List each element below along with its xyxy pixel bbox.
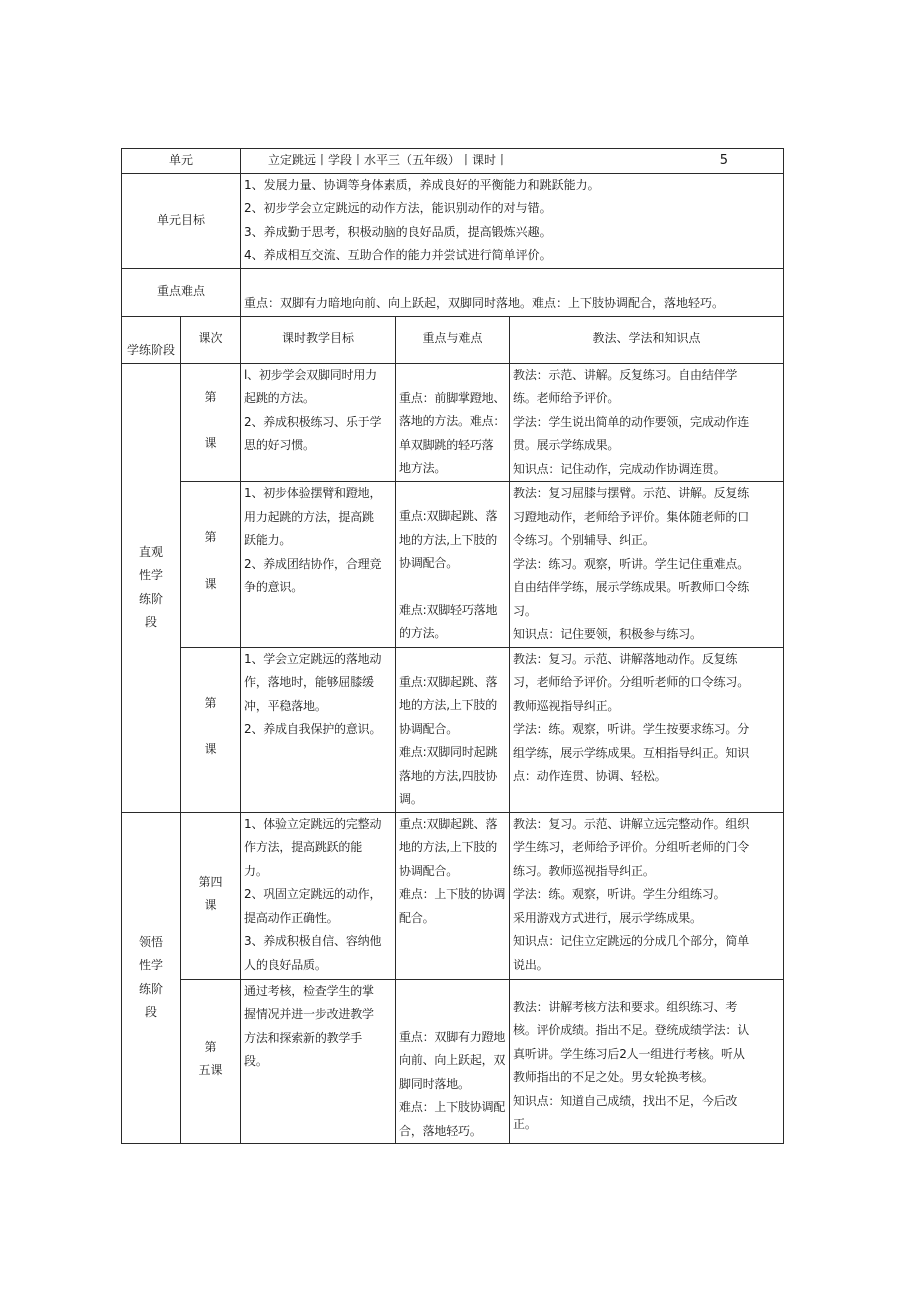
stage-label-line: 练阶 — [138, 981, 163, 996]
text-line: 第 — [204, 695, 217, 710]
objectives-row — [122, 173, 784, 268]
unit-header-info — [241, 149, 784, 174]
key-points-row — [122, 268, 784, 316]
lesson-goal — [241, 482, 396, 648]
objectives-label: 单元目标 — [122, 173, 241, 268]
lesson-goal — [241, 812, 396, 979]
text-line: 协调配合。 — [399, 721, 459, 736]
text-line: 协调配合。 — [399, 556, 459, 570]
text-line: 段。 — [244, 1054, 268, 1068]
text-line: 知识点：记住动作，完成动作协调连贯。 — [513, 461, 726, 476]
text-line: 力。 — [244, 863, 268, 878]
text-line: 教法：复习。示范、讲解落地动作。反复练 — [513, 651, 738, 666]
text-line: 学法：练。观察，听讲。学生按要求练习。分 — [513, 722, 750, 736]
stage-label-line: 练阶 — [138, 591, 163, 606]
text-line: 人的良好品质。 — [244, 957, 327, 972]
objective-item: 4、养成相互交流、互助合作的能力并尝试进行简单评价。 — [244, 248, 552, 262]
text-line: 地的方法,上下肢的 — [399, 840, 498, 854]
text-line: 说出。 — [513, 957, 549, 972]
text-line: 重点:双脚起跳、落 — [399, 816, 498, 831]
text-line: 难点：上下肢协调配 — [399, 1100, 506, 1114]
text-line: 方法和探索新的教学手 — [244, 1030, 363, 1045]
column-header-row — [122, 316, 784, 363]
text-line: 落地的方法。难点： — [399, 414, 506, 428]
lesson-focus — [396, 812, 510, 979]
text-line: 作，落地时，能够屈膝缓 — [244, 675, 374, 689]
text-line: 重点:双脚起跳、落 — [399, 509, 498, 523]
lesson-focus — [396, 363, 510, 482]
objective-item: 2、初步学会立定跳远的动作方法，能识别动作的对与错。 — [244, 201, 552, 215]
stage-label-line: 领悟 — [138, 934, 163, 949]
text-line: 知识点：记住立定跳远的分成几个部分，简单 — [513, 934, 750, 948]
text-line: 作方法，提高跳跃的能 — [244, 840, 363, 854]
text-line: 协调配合。 — [399, 863, 459, 878]
text-line: 教法：复习。示范、讲解立远完整动作。组织 — [513, 816, 750, 831]
stage-intuitive — [122, 363, 181, 812]
lesson-method — [510, 812, 784, 979]
text-line: 1、体验立定跳远的完整动 — [244, 816, 382, 831]
text-line: 核。评价成绩。指出不足。登统成绩学法：认 — [513, 1023, 750, 1037]
text-line: 教法：复习屈膝与摆臂。示范、讲解。反复练 — [513, 486, 750, 500]
text-line: 正。 — [513, 1117, 537, 1131]
text-line: 合，落地轻巧。 — [399, 1123, 482, 1138]
text-line: 练习。教师巡视指导纠正。 — [513, 863, 655, 878]
stage-label-line: 段 — [144, 1005, 157, 1020]
lesson-method — [510, 979, 784, 1144]
text-line: 习。 — [513, 603, 537, 618]
text-line: 点：动作连贯、协调、轻松。 — [513, 769, 667, 783]
text-line: 难点:双脚轻巧落地 — [399, 602, 498, 617]
text-line: 脚同时落地。 — [399, 1076, 470, 1091]
unit-label: 单元 — [122, 149, 241, 174]
text-line: 地方法。 — [399, 461, 447, 475]
text-line: 难点:双脚同时起跳 — [399, 745, 498, 759]
text-line: 教师巡视指导纠正。 — [513, 698, 620, 713]
text-line: 地的方法,上下肢的 — [399, 698, 498, 712]
text-line: 习，老师给予评价。分组听老师的口令练习。 — [513, 675, 750, 689]
text-line: 提高动作正确性。 — [244, 910, 339, 925]
text-line: 用力起跳的方法，提高跳 — [244, 509, 374, 524]
text-line: 教师指出的不足之处。男女轮换考核。 — [513, 1070, 714, 1084]
lesson-row-5 — [122, 979, 784, 1144]
stage-label-line: 性学 — [138, 568, 163, 582]
lesson-row-4 — [122, 812, 784, 979]
text-line: 令练习。个别辅导、纠正。 — [513, 533, 655, 547]
text-line: 课 — [204, 576, 217, 591]
text-line: 采用游戏方式进行，展示学练成果。 — [513, 910, 702, 925]
text-line: 学法：练习。观察，听讲。学生记住重难点。 — [513, 556, 750, 571]
text-line: 通过考核，检查学生的掌 — [244, 983, 374, 998]
col-focus: 重点与难点 — [396, 316, 510, 363]
stage-label-line: 直观 — [138, 544, 163, 559]
col-goal: 课时教学目标 — [241, 316, 396, 363]
text-line: 教法：示范、讲解。反复练习。自由结伴学 — [513, 367, 738, 382]
unit-row — [122, 149, 784, 174]
text-line: 自由结伴学练，展示学练成果。听教师口令练 — [513, 580, 750, 594]
text-line: 第四 — [198, 874, 223, 889]
lesson-number — [181, 979, 241, 1144]
col-lesson: 课次 — [181, 316, 241, 363]
lesson-focus — [396, 647, 510, 812]
col-method: 教法、学法和知识点 — [510, 316, 784, 363]
lesson-row-2 — [122, 482, 784, 648]
text-line: 习蹬地动作，老师给予评价。集体随老师的口 — [513, 509, 750, 524]
lesson-goal — [241, 363, 396, 482]
text-line: 2、养成积极练习、乐于学 — [244, 414, 382, 429]
lesson-plan-page — [121, 148, 783, 1144]
text-line: 五课 — [198, 1063, 223, 1077]
text-line: 课 — [204, 436, 217, 450]
text-line: 的方法。 — [399, 626, 447, 640]
lesson-number — [181, 363, 241, 482]
text-line: 学生练习，老师给予评价。分组听老师的门令 — [513, 840, 750, 854]
text-line: 课 — [204, 742, 217, 756]
text-line: 2、养成自我保护的意识。 — [244, 722, 382, 736]
text-line: 课 — [204, 898, 217, 912]
lesson-method — [510, 363, 784, 482]
lesson-number — [181, 647, 241, 812]
text-line: 地的方法,上下肢的 — [399, 532, 498, 547]
lesson-row-3 — [122, 647, 784, 812]
text-line: 3、养成积极自信、容纳他 — [244, 934, 382, 948]
text-line: 调。 — [399, 792, 423, 806]
objective-item: 3、养成勤于思考，积极动脑的良好品质，提高锻炼兴趣。 — [244, 224, 552, 239]
lesson-method — [510, 482, 784, 648]
lesson-method — [510, 647, 784, 812]
key-points-label: 重点难点 — [122, 268, 241, 316]
text-line: 贯。展示学练成果。 — [513, 438, 620, 452]
text-line: 学法：学生说出简单的动作要领，完成动作连 — [513, 414, 750, 429]
text-line: 第 — [204, 389, 217, 404]
text-line: 重点:双脚起跳、落 — [399, 674, 498, 689]
text-line: 组学练，展示学练成果。互相指导纠正。知识 — [513, 745, 750, 760]
text-line: 练。老师给予评价。 — [513, 391, 620, 405]
text-line: 争的意识。 — [244, 580, 304, 594]
lesson-focus — [396, 482, 510, 648]
unit-info-text: 立定跳远丨学段丨水平三（五年级）丨课时丨 — [268, 153, 509, 167]
text-line: 1、学会立定跳远的落地动 — [244, 651, 382, 666]
text-line: 真听讲。学生练习后2人一组进行考核。听从 — [513, 1046, 745, 1061]
text-line: 向前、向上跃起，双 — [399, 1053, 506, 1067]
lesson-goal — [241, 979, 396, 1144]
text-line: 2、巩固立定跳远的动作， — [244, 887, 382, 901]
lesson-number — [181, 482, 241, 648]
text-line: 单双脚跳的轻巧落 — [399, 437, 494, 452]
text-line: 学法：练。观察，听讲。学生分组练习。 — [513, 887, 726, 901]
unit-plan-table — [121, 148, 784, 1144]
lesson-row-1 — [122, 363, 784, 482]
text-line: 1、初步体验摆臂和蹬地， — [244, 486, 382, 500]
objective-item: 1、发展力量、协调等身体素质，养成良好的平衡能力和跳跃能力。 — [244, 177, 600, 192]
text-line: 难点：上下肢的协调 — [399, 887, 506, 901]
col-stage: 学练阶段 — [122, 316, 181, 363]
text-line: 起跳的方法。 — [244, 391, 315, 405]
text-line: 2、养成团结协作，合理竞 — [244, 556, 382, 571]
lesson-goal — [241, 647, 396, 812]
stage-label-line: 性学 — [138, 958, 163, 973]
text-line: 配合。 — [399, 910, 435, 925]
objectives-cell — [241, 173, 784, 268]
text-line: 握情况并进一步改进教学 — [244, 1007, 374, 1021]
lesson-focus — [396, 979, 510, 1144]
text-line: 冲，平稳落地。 — [244, 698, 327, 713]
text-line: 重点：前脚掌蹬地、 — [399, 390, 506, 405]
unit-hours: 5 — [719, 153, 729, 168]
text-line: 跃能力。 — [244, 533, 292, 547]
text-line: 知识点：知道自己成绩，找出不足，今后改 — [513, 1093, 738, 1108]
stage-label-line: 段 — [144, 615, 157, 629]
key-points-text: 重点：双脚有力暗地向前、向上跃起，双脚同时落地。难点：上下肢协调配合，落地轻巧。 — [241, 268, 784, 316]
stage-comprehension — [122, 812, 181, 1144]
text-line: 落地的方法,四肢协 — [399, 768, 498, 783]
text-line: 重点：双脚有力蹬地 — [399, 1029, 506, 1044]
text-line: 知识点：记住要领，积极参与练习。 — [513, 627, 702, 641]
text-line: 第 — [204, 1039, 217, 1054]
text-line: 思的好习惯。 — [244, 438, 315, 452]
text-line: l、初步学会双脚同时用力 — [244, 367, 377, 382]
text-line: 第 — [204, 530, 217, 544]
text-line: 教法：讲解考核方法和要求。组织练习、考 — [513, 999, 738, 1014]
lesson-number — [181, 812, 241, 979]
